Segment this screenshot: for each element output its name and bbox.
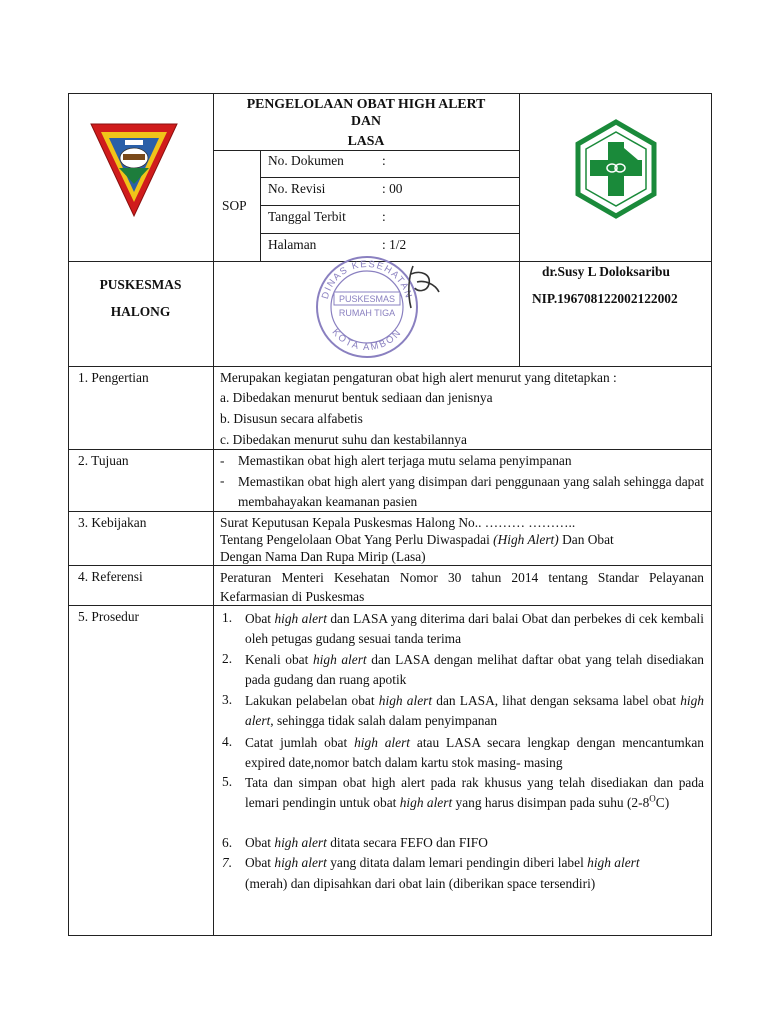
org-name-line1: PUSKESMAS [99, 277, 182, 292]
prosedur-step-num: 6. [222, 835, 233, 850]
prosedur-step-7-line2: (merah) dan dipisahkan dari obat lain (diberikan space tersendiri) [245, 876, 596, 891]
kebijakan-line1: Surat Keputusan Kepala Puskesmas Halong No.. ……… ……….. [220, 515, 576, 530]
prosedur-step-1: Obat high alert dan LASA yang diterima dari balai Obat dan perbekes di cek kembali oleh petugas gudang sesuai tanda terima [245, 611, 704, 646]
prosedur-step-num: 2. [222, 651, 233, 666]
pengertian-item-c: c. Dibedakan menurut suhu dan kestabilannya [220, 432, 467, 447]
stamp-center-line1: PUSKESMAS [338, 294, 396, 304]
kota-ambon-emblem-icon [89, 118, 179, 218]
prosedur-step-num: 5. [222, 774, 233, 789]
tujuan-dash-1: - [220, 453, 225, 468]
prosedur-step-4: Catat jumlah obat high alert atau LASA secara lengkap dengan mencantumkan expired date,nomor batch dalam kartu stok masing- masing [245, 735, 704, 770]
stamp-center-line2: RUMAH TIGA [338, 308, 396, 318]
document-title-line3: LASA [347, 133, 385, 148]
section-label-referensi: 4. Referensi [78, 569, 143, 584]
tujuan-dash-2: - [220, 473, 225, 488]
meta-value-dokumen: : [382, 153, 386, 168]
tujuan-item-2: Memastikan obat high alert yang disimpan dari penggunaan yang salah sehingga dapat membahayakan keamanan pasien [238, 474, 704, 509]
meta-label-tanggal: Tanggal Terbit [268, 209, 346, 224]
prosedur-step-num: 4. [222, 734, 233, 749]
kebijakan-line2: Tentang Pengelolaan Obat Yang Perlu Diwaspadai (High Alert) Dan Obat [220, 532, 614, 547]
org-name-line2: HALONG [110, 304, 171, 319]
stamp-ring-bottom: KOTA AMBON [329, 326, 405, 353]
document-title-line2: DAN [351, 113, 381, 128]
section-label-tujuan: 2. Tujuan [78, 453, 129, 468]
section-label-pengertian: 1. Pengertian [78, 370, 149, 385]
meta-value-halaman: : 1/2 [382, 237, 407, 252]
prosedur-step-num: 3. [222, 692, 233, 707]
prosedur-step-7-line1: Obat high alert yang ditata dalam lemari pendingin diberi label high alert [245, 855, 640, 870]
sop-label: SOP [222, 198, 247, 213]
prosedur-step-5: Tata dan simpan obat high alert pada rak khusus yang telah disediakan dan pada lemari pendingin untuk obat high alert yang harus disimpan pada suhu $(2-8^OC)$ [245, 775, 704, 810]
kebijakan-line3: Dengan Nama Dan Rupa Mirip (Lasa) [220, 549, 426, 564]
signatory-nip: NIP.196708122002122002 [532, 291, 678, 306]
prosedur-step-num: 1. [222, 610, 233, 625]
pengertian-intro: Merupakan kegiatan pengaturan obat high alert menurut yang ditetapkan : [220, 370, 617, 385]
prosedur-step-3: Lakukan pelabelan obat high alert dan LASA, lihat dengan seksama label obat high alert, sehingga tidak salah dalam penyimpanan [245, 693, 704, 728]
meta-label-dokumen: No. Dokumen [268, 153, 344, 168]
section-label-prosedur: 5. Prosedur [78, 609, 139, 624]
referensi-text: Peraturan Menteri Kesehatan Nomor 30 tahun 2014 tentang Standar Pelayanan Kefarmasian di Puskesmas [220, 570, 704, 604]
signature-icon [395, 262, 445, 312]
signatory-name: dr.Susy L Doloksaribu [542, 264, 670, 279]
tujuan-item-1: Memastikan obat high alert terjaga mutu selama penyimpanan [238, 453, 572, 468]
prosedur-step-2: Kenali obat high alert dan LASA dengan melihat daftar obat yang telah disediakan pada gudang dan ruang apotik [245, 652, 705, 687]
prosedur-step-6: Obat high alert ditata secara FEFO dan FIFO [245, 835, 488, 850]
puskesmas-cross-logo-icon [572, 118, 660, 220]
meta-value-tanggal: : [382, 209, 386, 224]
meta-value-revisi: : 00 [382, 181, 403, 196]
pengertian-item-b: b. Disusun secara alfabetis [220, 411, 363, 426]
section-label-kebijakan: 3. Kebijakan [78, 515, 147, 530]
prosedur-step-num: 7. [222, 855, 233, 870]
meta-label-halaman: Halaman [268, 237, 317, 252]
document-title-line1: PENGELOLAAN OBAT HIGH ALERT [246, 96, 486, 111]
stamp-ring-top: DINAS KESEHATAN [319, 258, 415, 301]
pengertian-item-a: a. Dibedakan menurut bentuk sediaan dan jenisnya [220, 390, 493, 405]
meta-label-revisi: No. Revisi [268, 181, 326, 196]
